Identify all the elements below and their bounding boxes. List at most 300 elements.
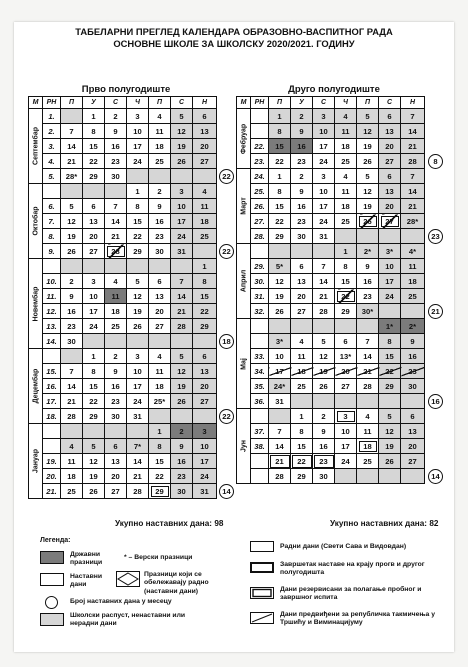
month-count-circle: 22	[219, 409, 234, 424]
day-cell: 28	[313, 304, 335, 319]
month-count-circle: 14	[219, 484, 234, 499]
day-cell	[357, 229, 379, 244]
day-cell: 15	[291, 439, 313, 454]
day-cell	[61, 109, 83, 124]
day-cell: 15	[127, 214, 149, 229]
week-number: 33.	[251, 349, 269, 364]
day-cell: 3	[313, 169, 335, 184]
month-count-circle: 8	[428, 154, 443, 169]
week-row	[29, 409, 217, 424]
week-number: 8.	[43, 229, 61, 244]
day-cell: 31	[171, 244, 193, 259]
day-cell	[335, 469, 357, 484]
day-cell: 17	[127, 379, 149, 394]
day-cell	[105, 259, 127, 274]
day-cell: 14	[313, 274, 335, 289]
day-cell: 23	[313, 454, 335, 469]
legend-religious: * – Верски празници	[124, 554, 193, 561]
day-cell: 8	[269, 184, 291, 199]
day-cell: 2	[291, 109, 313, 124]
day-cell: 11	[193, 199, 217, 214]
day-cell: 3	[313, 109, 335, 124]
day-cell: 15	[149, 454, 171, 469]
day-cell: 21	[61, 154, 83, 169]
day-cell: 18	[335, 139, 357, 154]
day-cell: 27	[379, 214, 401, 229]
day-cell: 27	[193, 394, 217, 409]
day-cell: 19	[357, 199, 379, 214]
day-cell: 5	[127, 274, 149, 289]
col-header: С	[379, 97, 401, 109]
month-name	[29, 349, 43, 424]
day-cell: 19	[379, 439, 401, 454]
day-cell	[149, 409, 171, 424]
month-name	[237, 109, 251, 169]
day-cell: 28	[171, 319, 193, 334]
day-cell	[83, 334, 105, 349]
month-label: Јануар	[32, 449, 39, 473]
day-cell: 8	[379, 334, 401, 349]
day-cell	[193, 169, 217, 184]
day-cell: 5	[171, 109, 193, 124]
day-cell: 17	[127, 139, 149, 154]
day-cell	[171, 334, 193, 349]
day-cell: 18	[105, 304, 127, 319]
day-cell: 27	[335, 379, 357, 394]
day-cell: 30*	[357, 304, 379, 319]
week-number	[251, 409, 269, 424]
legend-state-holidays: Државни празници	[70, 551, 103, 567]
month-label: Март	[240, 197, 247, 215]
day-cell: 8	[127, 199, 149, 214]
day-cell: 19	[83, 469, 105, 484]
day-cell	[171, 409, 193, 424]
month-label: Април	[240, 269, 247, 293]
col-header: С	[313, 97, 335, 109]
day-cell: 9	[171, 439, 193, 454]
day-cell: 26	[357, 214, 379, 229]
day-cell: 7	[401, 109, 425, 124]
day-cell: 23	[357, 289, 379, 304]
week-row	[29, 364, 217, 379]
week-row	[237, 319, 425, 334]
day-cell: 9	[105, 124, 127, 139]
day-cell: 25*	[149, 394, 171, 409]
day-cell	[379, 229, 401, 244]
legend-marked-holidays: Празници који се обележавају радно (наставни дани)	[144, 571, 209, 595]
day-cell	[291, 244, 313, 259]
day-cell: 18	[291, 364, 313, 379]
day-cell: 3	[83, 274, 105, 289]
month-count-circle: 21	[428, 304, 443, 319]
week-row	[237, 109, 425, 124]
week-number: 35.	[251, 379, 269, 394]
day-cell: 9	[61, 289, 83, 304]
day-cell: 5	[171, 349, 193, 364]
week-number	[251, 124, 269, 139]
day-cell: 17	[269, 364, 291, 379]
day-cell: 1*	[379, 319, 401, 334]
day-cell: 6	[401, 409, 425, 424]
day-cell: 30	[105, 169, 127, 184]
day-cell: 20	[379, 199, 401, 214]
day-cell: 28	[61, 409, 83, 424]
week-row	[29, 124, 217, 139]
day-cell: 24	[83, 319, 105, 334]
week-row	[237, 154, 425, 169]
day-cell: 29	[291, 469, 313, 484]
day-cell: 29	[379, 379, 401, 394]
day-cell: 17	[379, 274, 401, 289]
sem1-total-label: Укупно наставних дана:	[115, 519, 213, 528]
sem1-total	[115, 519, 223, 528]
day-cell: 15	[335, 274, 357, 289]
day-cell: 21	[171, 304, 193, 319]
day-cell: 13*	[335, 349, 357, 364]
day-cell: 2	[291, 169, 313, 184]
week-row	[237, 469, 425, 484]
day-cell: 29	[83, 409, 105, 424]
col-header: П	[149, 97, 171, 109]
day-cell: 3	[127, 109, 149, 124]
day-cell: 26	[83, 484, 105, 499]
day-cell: 13	[401, 424, 425, 439]
day-cell: 1	[127, 184, 149, 199]
week-number: 5.	[43, 169, 61, 184]
day-cell: 19	[171, 139, 193, 154]
legend-teaching-days: Наставни дани	[70, 573, 103, 589]
day-cell: 19	[171, 379, 193, 394]
day-cell: 24	[171, 229, 193, 244]
day-cell: 31	[313, 229, 335, 244]
week-row	[237, 334, 425, 349]
day-cell	[379, 469, 401, 484]
col-header: С	[171, 97, 193, 109]
day-cell: 19	[357, 139, 379, 154]
day-cell: 1	[149, 424, 171, 439]
day-cell	[313, 244, 335, 259]
day-cell: 4	[357, 409, 379, 424]
day-cell: 10	[171, 199, 193, 214]
day-cell: 1	[83, 349, 105, 364]
week-row	[237, 214, 425, 229]
month-name	[29, 109, 43, 184]
week-row	[29, 334, 217, 349]
day-cell: 20	[401, 439, 425, 454]
day-cell: 4	[105, 274, 127, 289]
day-cell: 1	[335, 244, 357, 259]
day-cell: 5	[379, 409, 401, 424]
day-cell: 22	[335, 289, 357, 304]
week-number: 15.	[43, 364, 61, 379]
day-cell: 23	[105, 394, 127, 409]
week-row	[29, 274, 217, 289]
month-count-circle: 22	[219, 244, 234, 259]
day-cell: 24	[193, 469, 217, 484]
day-cell: 29	[83, 169, 105, 184]
month-label: Мај	[240, 357, 247, 370]
week-row	[237, 229, 425, 244]
day-cell: 11	[291, 349, 313, 364]
month-count-circle: 14	[428, 469, 443, 484]
col-header: РН	[251, 97, 269, 109]
day-cell	[105, 424, 127, 439]
day-cell: 28	[105, 244, 127, 259]
day-cell: 30	[291, 229, 313, 244]
col-header: М	[29, 97, 43, 109]
day-cell: 23	[105, 154, 127, 169]
legend-marked-swatch	[116, 571, 140, 587]
col-header: М	[237, 97, 251, 109]
day-cell: 26	[357, 154, 379, 169]
week-row	[237, 439, 425, 454]
day-cell	[149, 259, 171, 274]
day-cell: 14	[401, 184, 425, 199]
day-cell: 24	[335, 454, 357, 469]
week-number: 26.	[251, 199, 269, 214]
day-cell: 25	[105, 319, 127, 334]
legend-work-days: Радни дани (Свети Сава и Видовдан)	[280, 543, 407, 550]
day-cell: 27	[193, 154, 217, 169]
week-number	[251, 319, 269, 334]
day-cell: 21	[61, 394, 83, 409]
day-cell: 17	[83, 304, 105, 319]
day-cell: 13	[105, 454, 127, 469]
sem2-total-label: Укупно наставних дана:	[330, 519, 428, 528]
day-cell: 13	[193, 124, 217, 139]
month-label: Фебруар	[240, 123, 247, 154]
legend-competitions: Дани предвиђени за републичка такмичења у Тршићу и Виминацијуму	[280, 611, 435, 627]
day-cell: 20	[335, 364, 357, 379]
day-cell: 25	[335, 154, 357, 169]
day-cell: 17	[171, 214, 193, 229]
week-number: 6.	[43, 199, 61, 214]
week-row	[29, 229, 217, 244]
day-cell: 25	[357, 454, 379, 469]
day-cell: 7	[105, 199, 127, 214]
day-cell: 6	[335, 334, 357, 349]
day-cell: 16	[105, 139, 127, 154]
day-cell: 3	[171, 184, 193, 199]
day-cell	[61, 349, 83, 364]
day-cell: 3	[335, 409, 357, 424]
day-cell: 25	[193, 229, 217, 244]
day-cell: 7	[313, 259, 335, 274]
month-count-circle: 18	[219, 334, 234, 349]
day-cell: 1	[269, 109, 291, 124]
week-row	[29, 319, 217, 334]
day-cell	[401, 469, 425, 484]
week-number: 19.	[43, 454, 61, 469]
day-cell: 10	[379, 259, 401, 274]
day-cell: 17	[313, 199, 335, 214]
day-cell: 22	[269, 214, 291, 229]
week-row	[237, 304, 425, 319]
day-cell: 2	[105, 109, 127, 124]
sem1-calendar-table	[28, 96, 217, 499]
day-cell: 24*	[269, 379, 291, 394]
week-row	[29, 154, 217, 169]
month-count-circle: 22	[219, 169, 234, 184]
day-cell	[127, 424, 149, 439]
week-number: 36.	[251, 394, 269, 409]
week-row	[29, 379, 217, 394]
day-cell: 2*	[357, 244, 379, 259]
week-row	[237, 274, 425, 289]
week-row	[237, 394, 425, 409]
day-cell: 22	[291, 454, 313, 469]
day-cell: 7	[171, 274, 193, 289]
month-name	[237, 409, 251, 484]
day-cell: 9	[291, 184, 313, 199]
day-cell: 2	[149, 184, 171, 199]
day-cell	[335, 319, 357, 334]
week-row	[237, 244, 425, 259]
day-cell	[291, 394, 313, 409]
day-cell: 19	[127, 304, 149, 319]
day-cell: 31	[127, 409, 149, 424]
day-cell: 30	[61, 334, 83, 349]
week-number: 32.	[251, 304, 269, 319]
day-cell: 13	[291, 274, 313, 289]
day-cell: 6	[193, 349, 217, 364]
month-name	[29, 259, 43, 349]
day-cell: 8	[149, 439, 171, 454]
day-cell: 11	[335, 124, 357, 139]
week-row	[29, 304, 217, 319]
day-cell: 18	[193, 214, 217, 229]
day-cell: 18	[357, 439, 379, 454]
day-cell: 13	[83, 214, 105, 229]
day-cell: 27	[83, 244, 105, 259]
day-cell: 15	[269, 139, 291, 154]
week-row	[29, 214, 217, 229]
day-cell: 1	[269, 169, 291, 184]
day-cell: 9	[401, 334, 425, 349]
day-cell: 31	[269, 394, 291, 409]
day-cell: 26	[379, 454, 401, 469]
day-cell	[105, 184, 127, 199]
day-cell: 19	[313, 364, 335, 379]
week-number: 13.	[43, 319, 61, 334]
col-header: РН	[43, 97, 61, 109]
week-number	[43, 259, 61, 274]
day-cell: 25	[335, 214, 357, 229]
day-cell	[379, 394, 401, 409]
day-cell	[149, 169, 171, 184]
sem2-total-value: 82	[429, 519, 439, 528]
day-cell: 12	[127, 289, 149, 304]
legend-reserved-swatch	[250, 587, 274, 599]
week-row	[237, 169, 425, 184]
day-cell: 5	[83, 439, 105, 454]
week-number: 34.	[251, 364, 269, 379]
day-cell: 26	[171, 154, 193, 169]
day-cell: 27	[105, 484, 127, 499]
day-cell: 21	[105, 229, 127, 244]
day-cell: 20	[193, 379, 217, 394]
day-cell: 6	[379, 169, 401, 184]
day-cell: 28	[269, 469, 291, 484]
day-cell: 14	[401, 124, 425, 139]
day-cell: 3*	[379, 244, 401, 259]
day-cell: 11	[357, 424, 379, 439]
day-cell: 7	[357, 334, 379, 349]
day-cell: 7	[401, 169, 425, 184]
legend-break-swatch	[40, 613, 64, 626]
week-row	[237, 289, 425, 304]
day-cell: 8	[83, 124, 105, 139]
week-number: 16.	[43, 379, 61, 394]
week-row	[29, 259, 217, 274]
day-cell: 23	[61, 319, 83, 334]
day-cell: 22	[269, 154, 291, 169]
day-cell: 15	[83, 139, 105, 154]
week-row	[237, 259, 425, 274]
week-number: 10.	[43, 274, 61, 289]
week-number: 14.	[43, 334, 61, 349]
day-cell: 25	[61, 484, 83, 499]
legend-state-holiday-swatch	[40, 551, 64, 564]
day-cell: 12	[171, 124, 193, 139]
day-cell: 10	[313, 124, 335, 139]
day-cell: 20	[105, 469, 127, 484]
day-cell: 8	[291, 424, 313, 439]
day-cell: 4	[149, 349, 171, 364]
day-cell: 4	[149, 109, 171, 124]
week-row	[29, 289, 217, 304]
day-cell: 9	[105, 364, 127, 379]
day-cell: 18	[335, 199, 357, 214]
day-cell: 11	[149, 124, 171, 139]
day-cell: 7	[269, 424, 291, 439]
day-cell: 12	[357, 184, 379, 199]
day-cell: 4	[335, 109, 357, 124]
day-cell: 1	[193, 259, 217, 274]
day-cell: 22	[379, 364, 401, 379]
week-row	[237, 124, 425, 139]
day-cell: 7	[61, 364, 83, 379]
day-cell	[171, 169, 193, 184]
day-cell: 23	[149, 229, 171, 244]
day-cell	[61, 259, 83, 274]
day-cell: 6	[193, 109, 217, 124]
day-cell: 2	[313, 409, 335, 424]
week-number: 23.	[251, 154, 269, 169]
day-cell: 28*	[401, 214, 425, 229]
legend-competition-swatch	[250, 612, 274, 624]
day-cell	[313, 394, 335, 409]
day-cell: 10	[269, 349, 291, 364]
col-header: С	[105, 97, 127, 109]
week-number: 20.	[43, 469, 61, 484]
day-cell: 6	[149, 274, 171, 289]
day-cell: 19	[61, 229, 83, 244]
day-cell: 2	[61, 274, 83, 289]
day-cell: 21	[313, 289, 335, 304]
day-cell: 16	[401, 349, 425, 364]
day-cell: 15	[269, 199, 291, 214]
day-cell: 30	[105, 409, 127, 424]
day-cell: 26	[269, 304, 291, 319]
week-row	[29, 424, 217, 439]
day-cell: 11	[149, 364, 171, 379]
day-cell	[105, 334, 127, 349]
day-cell: 29	[149, 484, 171, 499]
day-cell: 27	[291, 304, 313, 319]
legend-breaks: Школски распуст, ненаставни или нерадни дани	[70, 612, 186, 628]
day-cell: 8	[269, 124, 291, 139]
